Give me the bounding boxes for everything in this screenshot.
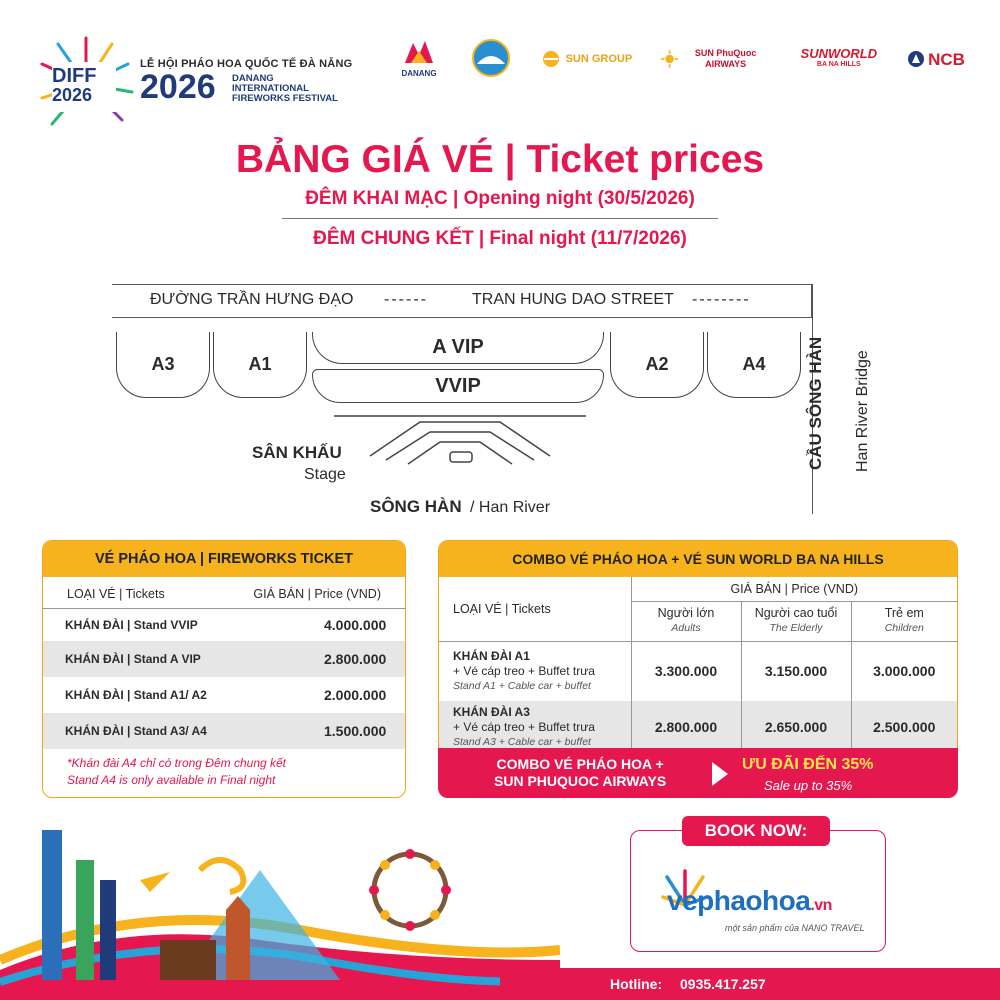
hotline-bar (500, 968, 1000, 1000)
final-night-date: ĐÊM CHUNG KẾT | Final night (11/7/2026) (313, 228, 687, 249)
table-row (439, 701, 957, 753)
booking-site-link[interactable]: vephaohoa.vn (667, 885, 832, 916)
promo-offer-en: Sale up to 35% (764, 778, 853, 793)
sun-icon (540, 50, 562, 68)
fireworks-price-rows (43, 609, 405, 749)
festival-title (140, 58, 352, 104)
river-label-en: / Han River (470, 499, 551, 516)
opening-night-date: ĐÊM KHAI MẠC | Opening night (30/5/2026) (305, 188, 695, 209)
ticket-name: KHÁN ĐÀI | Stand A VIP (65, 652, 201, 666)
stage-label-vn: SÂN KHẤU (252, 443, 342, 462)
sponsor-logos (395, 38, 965, 80)
booking-box[interactable] (630, 830, 886, 952)
table-row (439, 641, 957, 701)
logo-year: 2026 (52, 85, 93, 105)
dragon-icon (200, 860, 243, 892)
combo-col-ticket-type: LOẠI VÉ | Tickets (439, 577, 631, 641)
sponsor-sun-airways: SUN PhuQuoc AIRWAYS (661, 48, 771, 70)
street-dash-right: -------- (692, 291, 751, 308)
ticket-price: 2.800.000 (323, 651, 387, 667)
table-row (43, 713, 405, 749)
bridge-label-en: Han River Bridge (854, 350, 871, 472)
booking-tagline: một sản phẩm của NANO TRAVEL (725, 923, 865, 933)
stand-vvip: VVIP (312, 369, 604, 403)
ticket-price: 4.000.000 (323, 617, 387, 633)
stand-a4: A4 (707, 332, 801, 398)
arrow-right-icon (710, 762, 730, 786)
hotline-label: Hotline: (610, 976, 663, 992)
stand-a2: A2 (610, 332, 704, 398)
group-children: Trẻ em Children (851, 601, 957, 641)
sun-burst-icon (661, 49, 678, 69)
book-now-label: BOOK NOW: (682, 816, 830, 846)
fireworks-ticket-table (42, 540, 406, 798)
col-ticket-type: LOẠI VÉ | Tickets (67, 587, 165, 601)
table-row (43, 677, 405, 713)
street-name-vn: ĐƯỜNG TRẦN HƯNG ĐẠO (150, 291, 354, 308)
tower-icon (42, 830, 62, 980)
street-band (112, 284, 812, 318)
promo-offer: ƯU ĐÃI ĐẾN 35% (742, 756, 874, 773)
sponsor-danang-logo: DANANG (395, 39, 443, 79)
combo-ticket-title: COMBO VÉ PHÁO HOA + VÉ SUN WORLD BA NA HILLS (439, 541, 957, 577)
ticket-name: KHÁN ĐÀI | Stand A3/ A4 (65, 724, 207, 738)
festival-name-en: DANANG INTERNATIONAL FIREWORKS FESTIVAL (232, 73, 338, 104)
table-row (43, 641, 405, 677)
ticket-price: 2.000.000 (323, 687, 387, 703)
stage-outline (330, 408, 590, 472)
combo-price: 3.300.000 (631, 641, 741, 701)
sponsor-sun-group: SUN GROUP (540, 50, 633, 68)
combo-price-grid (439, 577, 957, 753)
combo-price: 2.500.000 (873, 719, 936, 735)
paper-plane-icon (140, 872, 170, 892)
group-adults: Người lớn Adults (631, 601, 741, 641)
combo-col-price: GIÁ BÁN | Price (VND) (631, 577, 957, 601)
festival-year: 2026 (140, 68, 216, 106)
combo-a1-desc: KHÁN ĐÀI A1 + Vé cáp treo + Buffet trưa Stand A1 + Cable car + buffet (439, 641, 631, 701)
group-elderly: Người cao tuổi The Elderly (741, 601, 851, 641)
title-divider (282, 218, 718, 219)
street-dash-left: ------ (384, 291, 428, 308)
stand-a4-note: *Khán đài A4 chỉ có trong Đêm chung kết Stand A4 is only available in Final night (67, 756, 287, 787)
street-name-en: TRAN HUNG DAO STREET (472, 291, 674, 308)
temple-icon (226, 896, 250, 980)
danang-landmarks-illustration (0, 810, 560, 1000)
stage-label-en: Stage (304, 466, 346, 483)
danang-mark-icon (401, 39, 437, 65)
ticket-price: 1.500.000 (323, 723, 387, 739)
sponsor-sunworld: SUNWORLD BA NA HILLS (800, 46, 878, 68)
ticket-name: KHÁN ĐÀI | Stand A1/ A2 (65, 688, 207, 702)
sponsor-city-seal (471, 38, 511, 81)
table-row (43, 609, 405, 641)
combo-price: 3.150.000 (741, 641, 851, 701)
hotline-number[interactable]: 0935.417.257 (680, 976, 766, 992)
sponsor-ncb: NCB (907, 50, 965, 68)
fireworks-ticket-title: VÉ PHÁO HOA | FIREWORKS TICKET (43, 541, 405, 577)
airways-promo-banner[interactable] (438, 748, 958, 798)
festival-logo (38, 36, 138, 132)
stand-a3: A3 (116, 332, 210, 398)
stand-a-vip: A VIP (312, 332, 604, 364)
combo-price: 2.650.000 (741, 701, 851, 753)
col-price: GIÁ BÁN | Price (VND) (253, 587, 381, 601)
bridge-label-vn: CẦU SÔNG HÀN (806, 336, 825, 470)
stand-a1: A1 (213, 332, 307, 398)
combo-price: 2.800.000 (631, 701, 741, 753)
river-label-vn: SÔNG HÀN (370, 497, 462, 516)
logo-short: DIFF (52, 65, 97, 87)
fireworks-table-header (43, 577, 405, 609)
festival-name-vn: LỄ HỘI PHÁO HOA QUỐC TẾ ĐÀ NẴNG (140, 58, 353, 70)
ncb-logo-icon (907, 50, 925, 68)
ticket-name: KHÁN ĐÀI | Stand VVIP (65, 618, 198, 632)
promo-combo-text: COMBO VÉ PHÁO HOA + SUN PHUQUOC AIRWAYS (494, 756, 667, 789)
city-seal-icon (471, 38, 511, 78)
combo-price: 3.000.000 (873, 663, 936, 680)
combo-a3-desc: KHÁN ĐÀI A3 + Vé cáp treo + Buffet trưa Stand A3 + Cable car + buffet (439, 701, 631, 753)
page-title: BẢNG GIÁ VÉ | Ticket prices (235, 138, 765, 181)
